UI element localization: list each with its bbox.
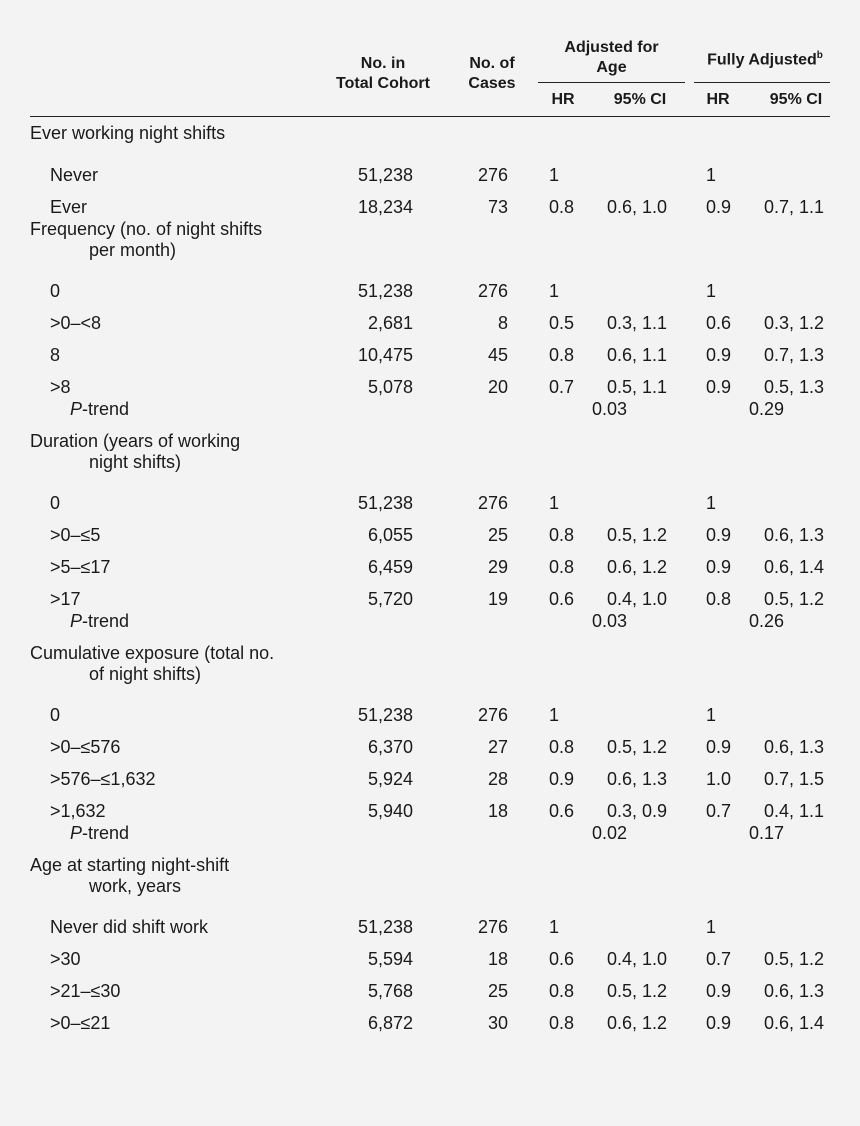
ci-fully-adjusted: 0.6, 1.4 — [764, 557, 825, 577]
p-trend-age-adjusted: 0.02 — [592, 823, 628, 843]
hr-age-adjusted: 0.6 — [549, 589, 575, 609]
header-ci-full: 95% CI — [769, 91, 823, 108]
row-label: >5–≤17 — [50, 557, 111, 577]
category-label — [30, 854, 229, 896]
cohort-count: 18,234 — [357, 197, 413, 217]
header-ci-age: 95% CI — [613, 91, 667, 108]
hr-age-adjusted: 1 — [549, 705, 560, 725]
case-count: 27 — [487, 737, 508, 757]
hr-fully-adjusted: 0.7 — [706, 801, 732, 821]
ci-fully-adjusted: 0.5, 1.2 — [764, 589, 825, 609]
hr-age-adjusted: 0.8 — [549, 345, 575, 365]
hr-fully-adjusted: 0.9 — [706, 377, 732, 397]
case-count: 45 — [487, 345, 508, 365]
row-label: 0 — [50, 705, 61, 725]
category-label — [30, 218, 262, 260]
ci-fully-adjusted: 0.4, 1.1 — [764, 801, 825, 821]
p-trend-age-adjusted: 0.03 — [592, 399, 628, 419]
case-count: 25 — [487, 981, 508, 1001]
case-count: 19 — [487, 589, 508, 609]
p-trend-fully-adjusted: 0.17 — [749, 823, 785, 843]
p-trend-age-adjusted: 0.03 — [592, 611, 628, 631]
row-label: >0–≤21 — [50, 1013, 111, 1033]
case-count: 28 — [487, 769, 508, 789]
cohort-count: 10,475 — [357, 345, 413, 365]
ci-age-adjusted: 0.6, 1.3 — [607, 769, 668, 789]
p-trend-suffix: -trend — [82, 823, 130, 843]
row-label: >0–≤5 — [50, 525, 101, 545]
ci-age-adjusted: 0.6, 1.1 — [607, 345, 668, 365]
case-count: 276 — [477, 281, 508, 301]
cohort-count: 51,238 — [357, 917, 413, 937]
cohort-count: 5,940 — [367, 801, 413, 821]
category-label-line: per month) — [89, 240, 177, 260]
row-label: >21–≤30 — [50, 981, 121, 1001]
hr-fully-adjusted: 0.9 — [706, 197, 732, 217]
category-label — [30, 122, 225, 144]
cohort-count: 51,238 — [357, 493, 413, 513]
p-trend-italic: P — [70, 823, 83, 843]
header-fully-adjusted — [695, 46, 835, 70]
cohort-count: 6,055 — [367, 525, 413, 545]
hr-fully-adjusted: 1 — [706, 165, 717, 185]
hr-fully-adjusted: 0.9 — [706, 557, 732, 577]
row-label: >1,632 — [50, 801, 106, 821]
ci-age-adjusted: 0.6, 1.0 — [607, 197, 668, 217]
header-cases-line1: No. of — [469, 55, 515, 72]
case-count: 276 — [477, 165, 508, 185]
cohort-count: 51,238 — [357, 281, 413, 301]
hr-age-adjusted: 0.9 — [549, 769, 575, 789]
case-count: 18 — [487, 801, 508, 821]
ci-age-adjusted: 0.5, 1.2 — [607, 737, 668, 757]
header-bottom-rule — [30, 116, 830, 117]
hr-age-adjusted: 1 — [549, 917, 560, 937]
ci-age-adjusted: 0.5, 1.1 — [607, 377, 668, 397]
row-label: >8 — [50, 377, 71, 397]
hr-fully-adjusted: 1 — [706, 917, 717, 937]
cohort-count: 51,238 — [357, 705, 413, 725]
hr-fully-adjusted: 1 — [706, 705, 717, 725]
row-label: Ever — [50, 197, 88, 217]
hr-fully-adjusted: 1 — [706, 281, 717, 301]
hr-age-adjusted: 0.8 — [549, 525, 575, 545]
p-trend-suffix: -trend — [82, 611, 130, 631]
ci-fully-adjusted: 0.6, 1.3 — [764, 525, 825, 545]
header-cohort-line2: Total Cohort — [336, 75, 430, 92]
hr-fully-adjusted: 0.7 — [706, 949, 732, 969]
hr-fully-adjusted: 1 — [706, 493, 717, 513]
header-hr-age: HR — [551, 91, 575, 108]
ci-fully-adjusted: 0.7, 1.3 — [764, 345, 825, 365]
ci-fully-adjusted: 0.7, 1.5 — [764, 769, 825, 789]
category-label-line: Frequency (no. of night shifts — [30, 219, 263, 239]
category-label-line: work, years — [89, 876, 182, 896]
cohort-count: 5,768 — [367, 981, 413, 1001]
ci-fully-adjusted: 0.6, 1.3 — [764, 737, 825, 757]
p-trend-label — [70, 822, 129, 844]
category-label-line: Cumulative exposure (total no. — [30, 643, 275, 663]
category-label-line: of night shifts) — [89, 664, 202, 684]
case-count: 276 — [477, 705, 508, 725]
ci-fully-adjusted: 0.5, 1.3 — [764, 377, 825, 397]
hr-age-adjusted: 0.8 — [549, 197, 575, 217]
cohort-count: 5,594 — [367, 949, 413, 969]
ci-fully-adjusted: 0.3, 1.2 — [764, 313, 825, 333]
cohort-count: 6,459 — [367, 557, 413, 577]
case-count: 73 — [487, 197, 508, 217]
hr-age-adjusted: 0.6 — [549, 801, 575, 821]
category-label-line: Age at starting night-shift — [30, 855, 230, 875]
ci-fully-adjusted: 0.6, 1.3 — [764, 981, 825, 1001]
case-count: 29 — [487, 557, 508, 577]
ci-age-adjusted: 0.6, 1.2 — [607, 1013, 668, 1033]
p-trend-italic: P — [70, 611, 83, 631]
cohort-count: 5,078 — [367, 377, 413, 397]
case-count: 30 — [487, 1013, 508, 1033]
hr-age-adjusted: 1 — [549, 493, 560, 513]
case-count: 18 — [487, 949, 508, 969]
category-label-line: night shifts) — [89, 452, 182, 472]
hr-fully-adjusted: 1.0 — [706, 769, 732, 789]
ci-fully-adjusted: 0.6, 1.4 — [764, 1013, 825, 1033]
header-adjusted-age-line1: Adjusted for — [564, 39, 659, 56]
row-label: >17 — [50, 589, 81, 609]
case-count: 20 — [487, 377, 508, 397]
p-trend-label — [70, 610, 129, 632]
hr-age-adjusted: 0.6 — [549, 949, 575, 969]
category-label-line: Ever working night shifts — [30, 123, 226, 143]
header-adjusted-age-line2: Age — [596, 59, 627, 76]
header-fully-adjusted-footnote: b — [816, 50, 823, 61]
case-count: 25 — [487, 525, 508, 545]
category-label — [30, 642, 274, 684]
ci-age-adjusted: 0.4, 1.0 — [607, 589, 668, 609]
case-count: 276 — [477, 917, 508, 937]
header-cohort — [318, 54, 448, 94]
hr-age-adjusted: 0.8 — [549, 557, 575, 577]
cohort-count: 51,238 — [357, 165, 413, 185]
ci-age-adjusted: 0.5, 1.2 — [607, 525, 668, 545]
hr-fully-adjusted: 0.9 — [706, 737, 732, 757]
rule-adjusted-age — [538, 82, 685, 83]
ci-age-adjusted: 0.4, 1.0 — [607, 949, 668, 969]
hr-fully-adjusted: 0.9 — [706, 981, 732, 1001]
hr-age-adjusted: 0.5 — [549, 313, 575, 333]
cohort-count: 6,872 — [367, 1013, 413, 1033]
p-trend-fully-adjusted: 0.29 — [749, 399, 785, 419]
hr-age-adjusted: 0.8 — [549, 981, 575, 1001]
row-label: 0 — [50, 493, 61, 513]
category-label-line: Duration (years of working — [30, 431, 241, 451]
rule-fully-adjusted — [694, 82, 830, 83]
hr-age-adjusted: 1 — [549, 165, 560, 185]
ci-age-adjusted: 0.5, 1.2 — [607, 981, 668, 1001]
hr-fully-adjusted: 0.8 — [706, 589, 732, 609]
hr-age-adjusted: 0.7 — [549, 377, 575, 397]
header-adjusted-age — [538, 38, 685, 78]
row-label: Never — [50, 165, 99, 185]
hr-fully-adjusted: 0.9 — [706, 1013, 732, 1033]
row-label: Never did shift work — [50, 917, 209, 937]
header-hr-full: HR — [706, 91, 730, 108]
hr-fully-adjusted: 0.6 — [706, 313, 732, 333]
p-trend-label — [70, 398, 129, 420]
p-trend-fully-adjusted: 0.26 — [749, 611, 785, 631]
ci-age-adjusted: 0.3, 1.1 — [607, 313, 668, 333]
hr-age-adjusted: 0.8 — [549, 737, 575, 757]
row-label: >0–<8 — [50, 313, 102, 333]
header-fully-adjusted-text: Fully Adjusted — [707, 51, 817, 69]
row-label: 8 — [50, 345, 61, 365]
category-label — [30, 430, 240, 472]
hr-fully-adjusted: 0.9 — [706, 345, 732, 365]
ci-fully-adjusted: 0.5, 1.2 — [764, 949, 825, 969]
header-cohort-line1: No. in — [360, 55, 406, 72]
hr-age-adjusted: 1 — [549, 281, 560, 301]
row-label: >30 — [50, 949, 81, 969]
hr-age-adjusted: 0.8 — [549, 1013, 575, 1033]
p-trend-suffix: -trend — [82, 399, 130, 419]
ci-fully-adjusted: 0.7, 1.1 — [764, 197, 825, 217]
cohort-count: 6,370 — [367, 737, 413, 757]
case-count: 276 — [477, 493, 508, 513]
hr-fully-adjusted: 0.9 — [706, 525, 732, 545]
ci-age-adjusted: 0.6, 1.2 — [607, 557, 668, 577]
row-label: >0–≤576 — [50, 737, 121, 757]
ci-age-adjusted: 0.3, 0.9 — [607, 801, 668, 821]
cohort-count: 5,720 — [367, 589, 413, 609]
header-cases — [452, 54, 532, 94]
header-cases-line2: Cases — [468, 75, 516, 92]
cohort-count: 5,924 — [367, 769, 413, 789]
p-trend-italic: P — [70, 399, 83, 419]
row-label: 0 — [50, 281, 61, 301]
case-count: 8 — [497, 313, 508, 333]
row-label: >576–≤1,632 — [50, 769, 156, 789]
cohort-count: 2,681 — [367, 313, 413, 333]
